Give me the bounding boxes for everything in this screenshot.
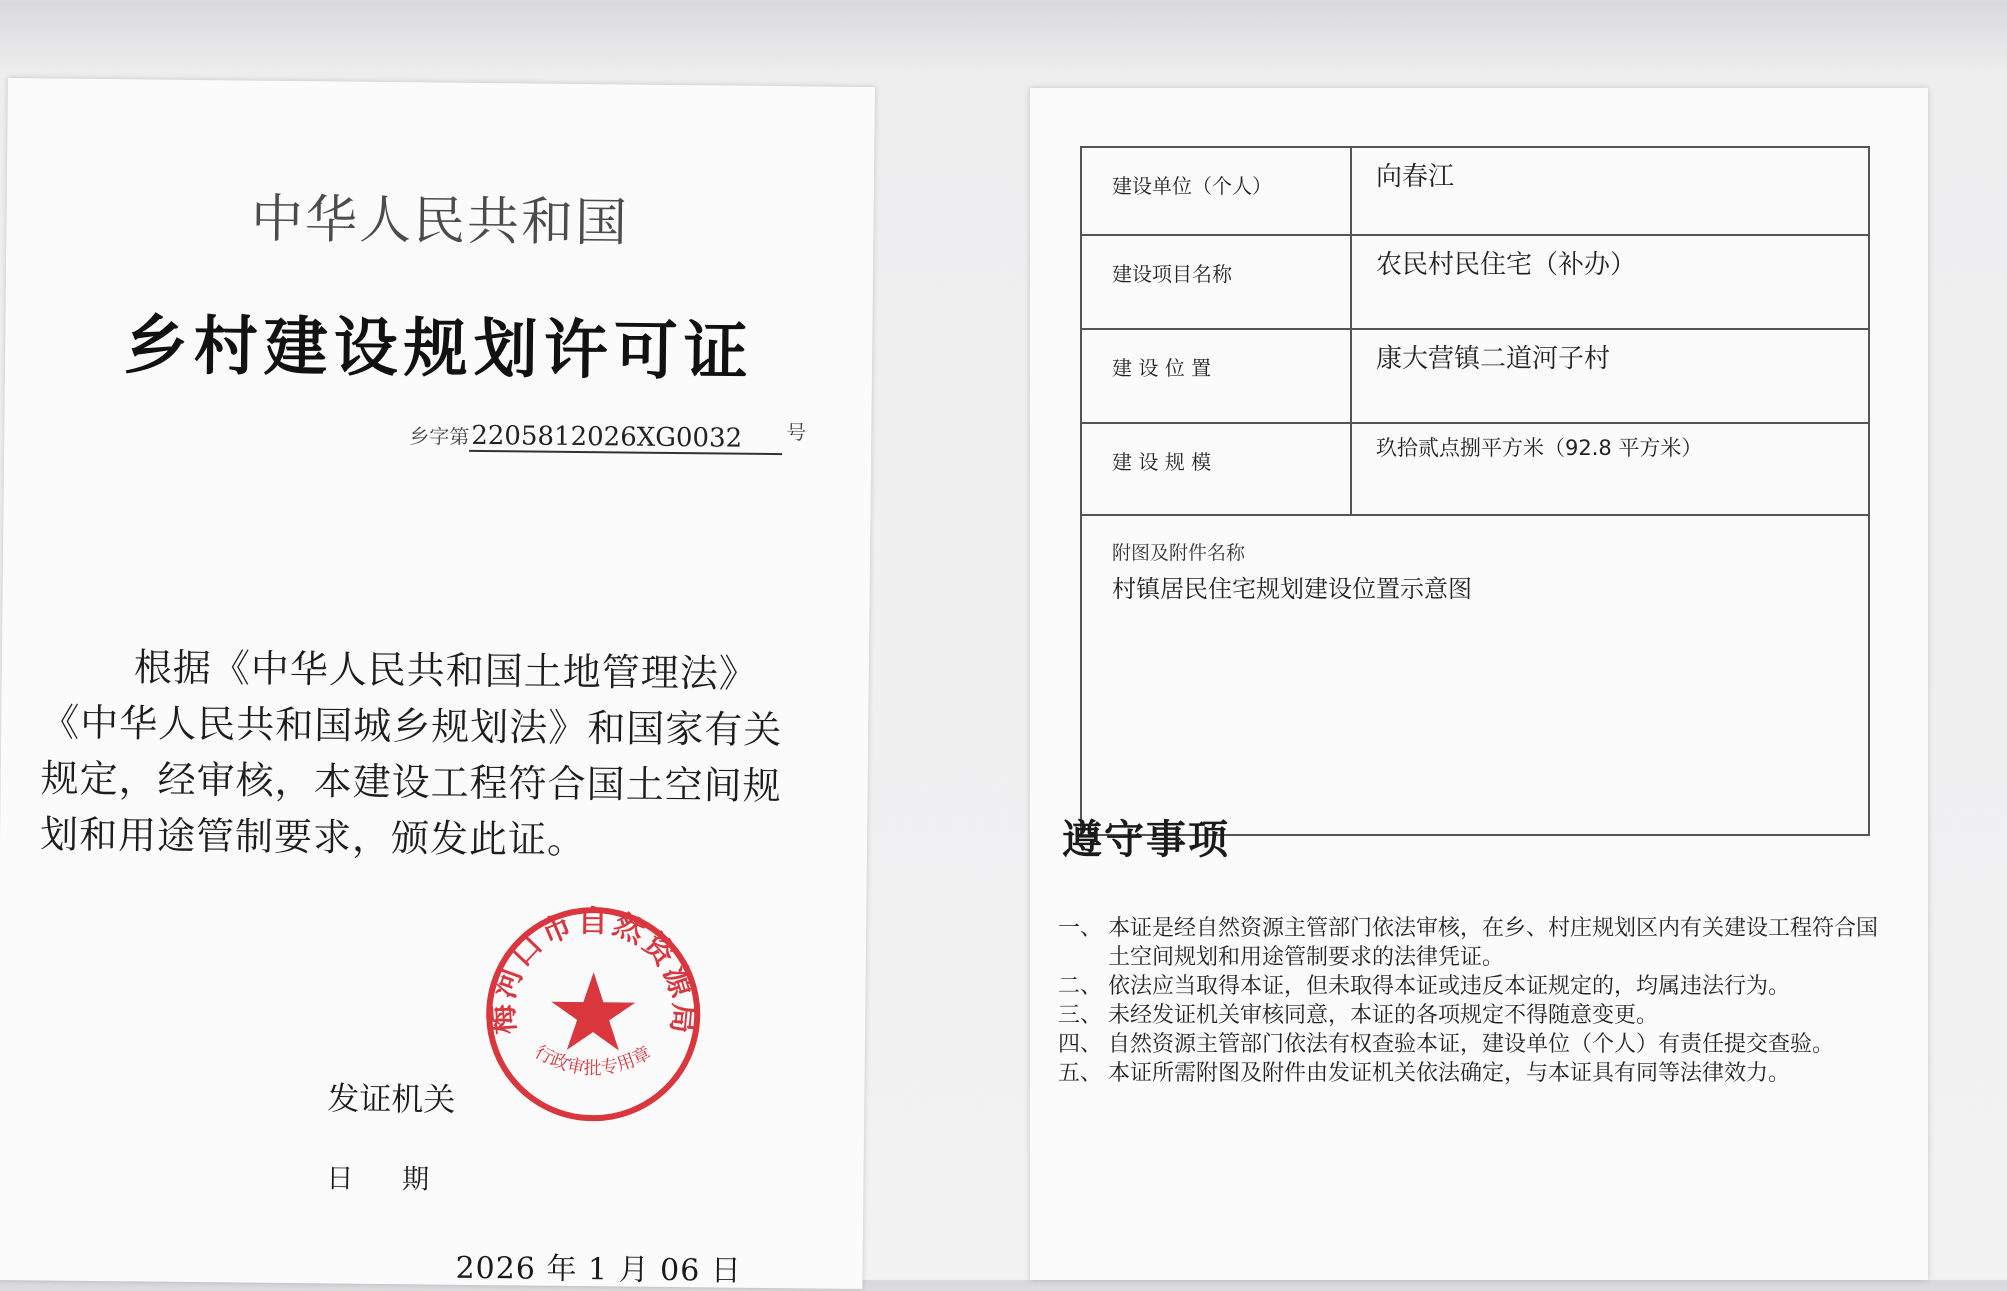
rules-list (1058, 914, 1888, 1088)
table-row (1081, 147, 1869, 235)
field-label: 建设单位（个人） (1081, 147, 1351, 235)
certificate-number-value: 2205812026XG0032 (469, 422, 782, 455)
rule-number: 二、 (1058, 974, 1103, 999)
issuing-authority-label: 发证机关 (327, 1079, 456, 1119)
field-label: 建 设 规 模 (1081, 423, 1351, 515)
legal-basis-paragraph: 根据《中华人民共和国土地管理法》《中华人民共和国城乡规划法》和国家有关规定，经审核，本建设工程符合国土空间规划和用途管制要求，颁发此证。 (39, 645, 783, 863)
certificate-detail-page (1030, 88, 1928, 1280)
table-row (1081, 235, 1869, 329)
rule-text: 依法应当取得本证，但未取得本证或违反本证规定的，均属违法行为。 (1108, 974, 1791, 999)
certificate-number-prefix: 乡字第 (409, 424, 470, 449)
rules-title: 遵守事项 (1062, 817, 1230, 863)
svg-text:行政审批专用章 (531, 1041, 655, 1079)
certificate-number-suffix: 号 (786, 420, 807, 445)
attachment-cell (1081, 515, 1869, 835)
list-item (1058, 1001, 1888, 1030)
list-item (1058, 1059, 1888, 1088)
rule-number: 三、 (1058, 1003, 1103, 1028)
rule-text: 自然资源主管部门依法有权查验本证，建设单位（个人）有责任提交查验。 (1108, 1032, 1835, 1057)
list-item (1058, 914, 1888, 972)
field-label: 建 设 位 置 (1081, 329, 1351, 423)
rule-number: 四、 (1058, 1032, 1103, 1057)
list-item (1058, 1030, 1888, 1059)
date-label: 日 期 (326, 1163, 430, 1196)
location-value: 康大营镇二道河子村 (1351, 329, 1869, 423)
applicant-value: 向春江 (1351, 147, 1869, 235)
table-row (1081, 515, 1869, 835)
rule-number: 一、 (1058, 916, 1103, 941)
rule-text: 本证是经自然资源主管部门依法审核，在乡、村庄规划区内有关建设工程符合国土空间规划和用途管制要求的法律凭证。 (1108, 916, 1879, 970)
scale-value: 玖拾贰点捌平方米（92.8 平方米） (1351, 423, 1869, 515)
country-name: 中华人民共和国 (250, 189, 630, 254)
project-name-value: 农民村民住宅（补办） (1351, 235, 1869, 329)
list-item (1058, 972, 1888, 1001)
certificate-front-page (0, 78, 875, 1289)
field-label: 建设项目名称 (1081, 235, 1351, 329)
attachment-label: 附图及附件名称 (1112, 542, 1246, 564)
table-row (1081, 329, 1869, 423)
project-info-table (1080, 146, 1870, 836)
official-seal-icon (482, 903, 704, 1125)
issue-date: 2026 年 1 月 06 日 (455, 1250, 743, 1289)
certificate-title: 乡村建设规划许可证 (123, 309, 755, 390)
table-row (1081, 423, 1869, 515)
rule-text: 本证所需附图及附件由发证机关依法确定，与本证具有同等法律效力。 (1108, 1061, 1791, 1086)
seal-text: 梅河口市自然资源局 (485, 904, 702, 1038)
seal-subtext: 行政审批专用章 (530, 1041, 655, 1080)
attachment-value: 村镇居民住宅规划建设位置示意图 (1112, 575, 1472, 603)
rule-text: 未经发证机关审核同意，本证的各项规定不得随意变更。 (1108, 1003, 1659, 1028)
rule-number: 五、 (1058, 1061, 1103, 1086)
certificate-number (409, 412, 806, 455)
